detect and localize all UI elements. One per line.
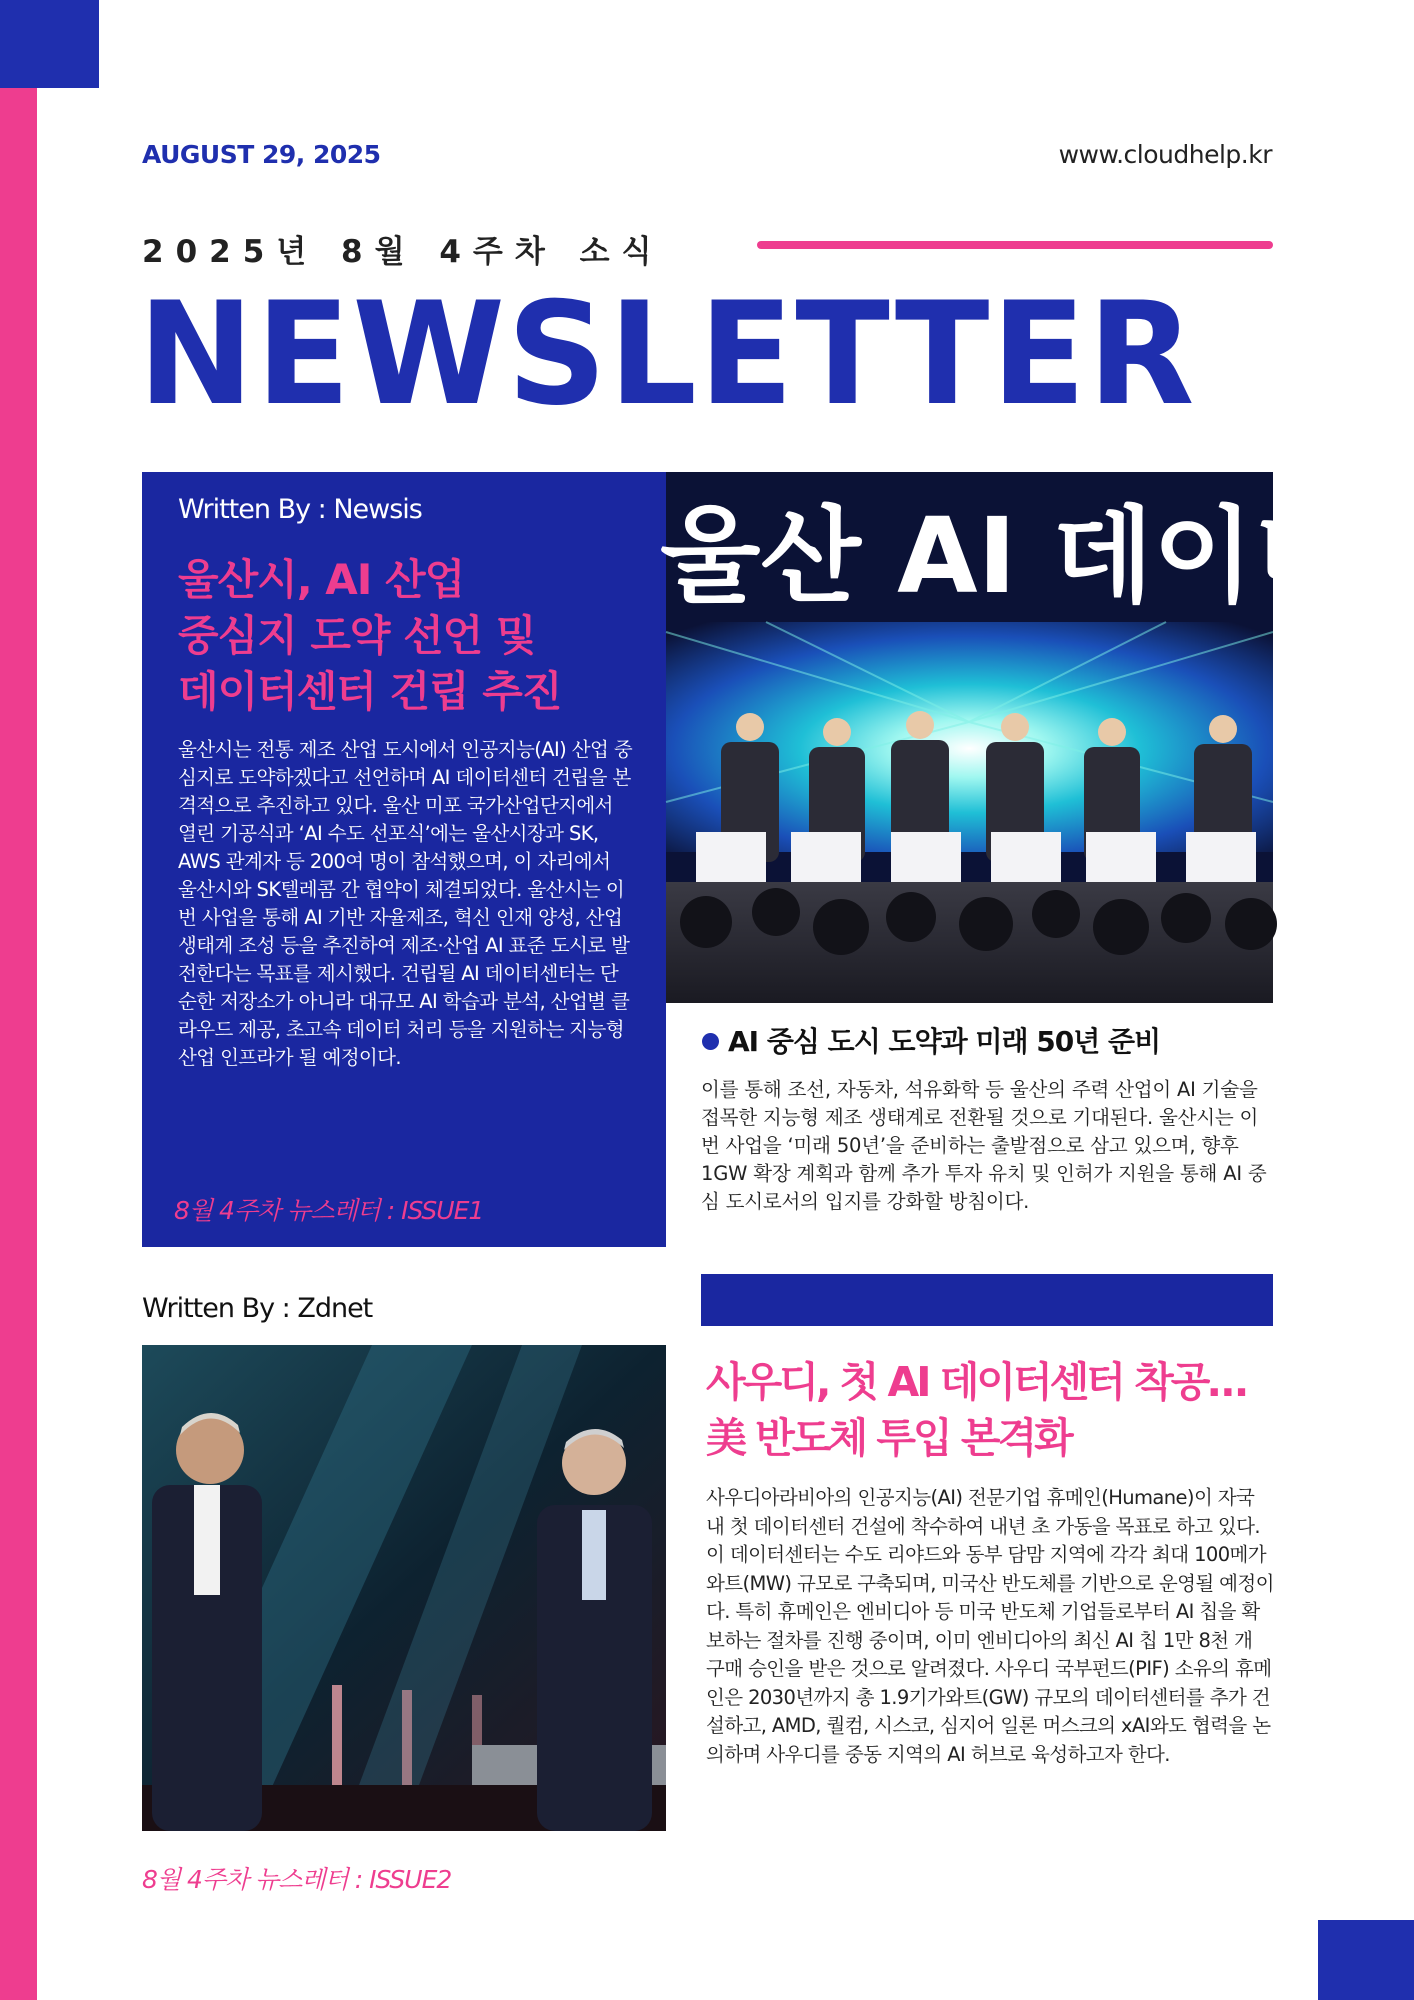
article1-photo — [660, 472, 1354, 1003]
article1-headline-line: 중심지 도약 선언 및 — [178, 611, 536, 660]
issue-kicker: 2025년 8월 4주차 소식 — [142, 234, 664, 270]
article2-headline[interactable] — [706, 1354, 1286, 1466]
stage-banner-text: 울산 AI 데이터 — [660, 495, 1354, 617]
article2-headline-line: 사우디, 첫 AI 데이터센터 착공… — [706, 1358, 1246, 1406]
article2-headline-line: 美 반도체 투입 본격화 — [706, 1414, 1071, 1462]
top-left-corner-block — [0, 0, 99, 88]
article1-body: 울산시는 전통 제조 산업 도시에서 인공지능(AI) 산업 중심지로 도약하겠다고 선언하며 AI 데이터센터 건립을 본격적으로 추진하고 있다. 울산 미포 국가산업단지에서 열린 기공식과 ‘AI 수도 선포식’에는 울산시장과 SK, AWS 관계자 등 200여 명이 참석했으며, 이 자리에서 울산시와 SK텔레콤 간 협약이 체결되었다. 울산시는 이번 사업을 통해 AI 기반 자율제조, 혁신 인재 양성, 산업 생태계 조성 등을 추진하여 제조·산업 AI 표준 도시로 발전한다는 목표를 제시했다. 건립될 AI 데이터센터는 단순한 저장소가 아니라 대규모 AI 학습과 분석, 산업별 클라우드 제공, 초고속 데이터 처리 등을 지원하는 지능형 산업 인프라가 될 예정이다. — [178, 738, 633, 1069]
article2-issue-label: 8월 4주차 뉴스레터 : ISSUE2 — [142, 1865, 452, 1894]
article2-photo — [142, 1345, 666, 1831]
article1-headline-line: 데이터센터 건립 추진 — [178, 667, 562, 716]
bottom-right-corner-block — [1318, 1920, 1414, 2000]
article1-issue-label: 8월 4주차 뉴스레터 : ISSUE1 — [174, 1196, 484, 1225]
article2-byline: Written By : Zdnet — [142, 1293, 373, 1324]
header-divider — [757, 241, 1273, 249]
article1-body-continued: 이를 통해 조선, 자동차, 석유화학 등 울산의 주력 산업이 AI 기술을 접목한 지능형 제조 생태계로 전환될 것으로 기대된다. 울산시는 이번 사업을 ‘미래 50년’을 준비하는 출발점으로 삼고 있으며, 향후 1GW 확장 계획과 함께 추가 투자 유치 및 인허가 지원을 통해 AI 중심 도시로서의 입지를 강화할 방침이다. — [701, 1078, 1267, 1213]
article1-headline-line: 울산시, AI 산업 — [178, 555, 465, 604]
issue-date: AUGUST 29, 2025 — [142, 140, 381, 169]
article1-byline: Written By : Newsis — [178, 494, 422, 525]
masthead-title: NEWSLETTER — [138, 272, 1197, 437]
article1-headline[interactable] — [178, 552, 648, 720]
article2-body: 사우디아라비아의 인공지능(AI) 전문기업 휴메인(Humane)이 자국 내 첫 데이터센터 건설에 착수하여 내년 초 가동을 목표로 하고 있다. 이 데이터센터는 수도 리야드와 동부 담맘 지역에 각각 최대 100메가와트(MW) 규모로 구축되며, 미국산 반도체를 기반으로 운영될 예정이다. 특히 휴메인은 엔비디아 등 미국 반도체 기업들로부터 AI 칩을 확보하는 절차를 진행 중이며, 이미 엔비디아의 최신 AI 칩 1만 8천 개 구매 승인을 받은 것으로 알려졌다. 사우디 국부펀드(PIF) 소유의 휴메인은 2030년까지 총 1.9기가와트(GW) 규모의 데이터센터를 추가 건설하고, AMD, 퀄컴, 시스코, 심지어 일론 머스크의 xAI와도 협력을 논의하며 사우디를 중동 지역의 AI 허브로 육성하고자 한다. — [706, 1486, 1274, 1766]
left-accent-bar — [0, 0, 37, 2000]
bullet-dot-icon — [702, 1033, 719, 1050]
article2-header-strip — [701, 1274, 1273, 1326]
website-link[interactable]: www.cloudhelp.kr — [1058, 140, 1272, 169]
article1-subhead: AI 중심 도시 도약과 미래 50년 준비 — [728, 1025, 1161, 1058]
